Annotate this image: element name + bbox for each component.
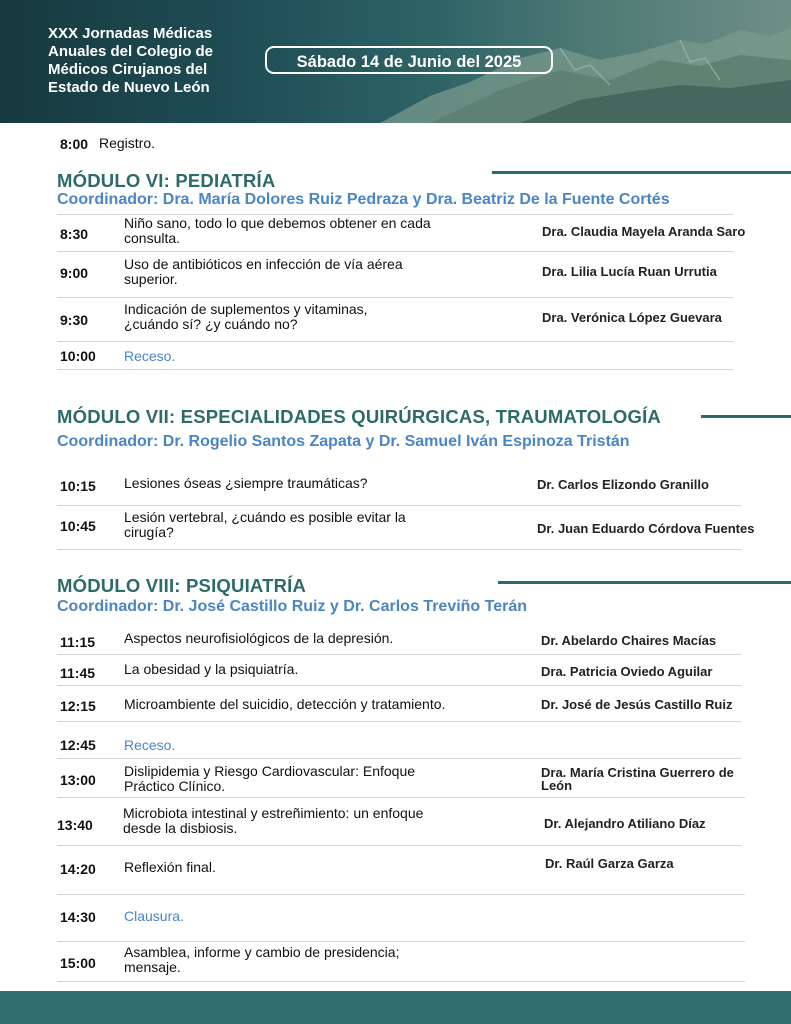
- session-speaker: Dra. Claudia Mayela Aranda Saro: [542, 224, 746, 239]
- module-divider: [492, 171, 791, 174]
- row-separator: [57, 549, 741, 550]
- registration-time: 8:00: [60, 136, 89, 152]
- session-time: 13:00: [60, 772, 96, 788]
- row-separator: [57, 369, 733, 370]
- session-topic: Uso de antibióticos en infección de vía aérea superior.: [124, 256, 403, 287]
- recess-label: Receso.: [124, 737, 176, 753]
- session-speaker: Dra. María Cristina Guerrero de León: [541, 765, 734, 793]
- session-speaker: Dr. Alejandro Atiliano Díaz: [544, 816, 706, 831]
- session-speaker: Dr. Abelardo Chaires Macías: [541, 633, 717, 648]
- row-separator: [57, 758, 741, 759]
- row-separator: [57, 251, 733, 252]
- session-time: 10:45: [60, 518, 96, 534]
- module-8-title: MÓDULO VIII: PSIQUIATRÍA: [57, 575, 307, 596]
- row-separator: [57, 685, 741, 686]
- session-speaker: Dr. José de Jesús Castillo Ruiz: [541, 697, 733, 712]
- module-6-coordinator: Coordinador: Dra. María Dolores Ruiz Pedraza y Dra. Beatriz De la Fuente Cortés: [57, 191, 670, 208]
- row-separator: [57, 797, 745, 798]
- header-banner: [0, 0, 791, 123]
- session-time: 10:15: [60, 478, 96, 494]
- session-time: 14:20: [60, 861, 96, 877]
- module-divider: [701, 415, 791, 418]
- module-8-coordinator: Coordinador: Dr. José Castillo Ruiz y Dr. Carlos Treviño Terán: [57, 598, 528, 615]
- assembly-topic: Asamblea, informe y cambio de presidencia; mensaje.: [124, 944, 400, 975]
- session-time: 9:30: [60, 312, 89, 328]
- row-separator: [57, 981, 745, 982]
- session-topic: Niño sano, todo lo que debemos obtener en cada consulta.: [124, 215, 431, 246]
- session-topic: Microbiota intestinal y estreñimiento: un enfoque desde la disbiosis.: [123, 805, 424, 836]
- session-topic: Reflexión final.: [124, 859, 216, 875]
- session-topic: La obesidad y la psiquiatría.: [124, 661, 299, 677]
- session-speaker: Dr. Carlos Elizondo Granillo: [537, 477, 709, 492]
- session-topic: Indicación de suplementos y vitaminas, ¿cuándo sí? ¿y cuándo no?: [124, 301, 368, 332]
- session-topic: Dislipidemia y Riesgo Cardiovascular: Enfoque Práctico Clínico.: [124, 763, 416, 794]
- closing-label: Clausura.: [124, 908, 184, 924]
- session-time: 12:15: [60, 698, 96, 714]
- module-6-title: MÓDULO VI: PEDIATRÍA: [57, 170, 276, 191]
- row-separator: [57, 297, 733, 298]
- row-separator: [57, 894, 745, 895]
- session-speaker: Dra. Patricia Oviedo Aguilar: [541, 664, 713, 679]
- registration-label: Registro.: [99, 135, 156, 151]
- session-time: 11:45: [60, 665, 96, 681]
- session-topic: Aspectos neurofisiológicos de la depresión.: [124, 630, 394, 646]
- event-title: XXX Jornadas Médicas Anuales del Colegio de Médicos Cirujanos del Estado de Nuevo León: [48, 25, 214, 96]
- module-7-title: MÓDULO VII: ESPECIALIDADES QUIRÚRGICAS, TRAUMATOLOGÍA: [57, 406, 661, 427]
- row-separator: [57, 845, 741, 846]
- row-separator: [57, 341, 733, 342]
- assembly-time: 15:00: [60, 955, 96, 971]
- event-date-badge: Sábado 14 de Junio del 2025: [265, 46, 553, 74]
- session-time: 13:40: [57, 817, 93, 833]
- row-separator: [57, 721, 741, 722]
- session-speaker: Dr. Raúl Garza Garza: [545, 856, 674, 871]
- module-7-coordinator: Coordinador: Dr. Rogelio Santos Zapata y Dr. Samuel Iván Espinoza Tristán: [57, 433, 630, 450]
- session-time: 9:00: [60, 265, 89, 281]
- closing-time: 14:30: [60, 909, 96, 925]
- session-speaker: Dr. Juan Eduardo Córdova Fuentes: [537, 521, 755, 536]
- session-topic: Microambiente del suicidio, detección y tratamiento.: [124, 696, 446, 712]
- row-separator: [57, 505, 741, 506]
- session-time: 11:15: [60, 634, 96, 650]
- recess-time: 10:00: [60, 348, 96, 364]
- module-divider: [498, 581, 791, 584]
- row-separator: [57, 654, 741, 655]
- session-topic: Lesiones óseas ¿siempre traumáticas?: [124, 475, 368, 491]
- footer-bar: [0, 991, 791, 1024]
- session-speaker: Dra. Lilia Lucía Ruan Urrutia: [542, 264, 717, 279]
- session-topic: Lesión vertebral, ¿cuándo es posible evitar la cirugía?: [124, 509, 406, 540]
- recess-time: 12:45: [60, 737, 96, 753]
- recess-label: Receso.: [124, 348, 176, 364]
- row-separator: [57, 941, 745, 942]
- session-time: 8:30: [60, 226, 89, 242]
- session-speaker: Dra. Verónica López Guevara: [542, 310, 722, 325]
